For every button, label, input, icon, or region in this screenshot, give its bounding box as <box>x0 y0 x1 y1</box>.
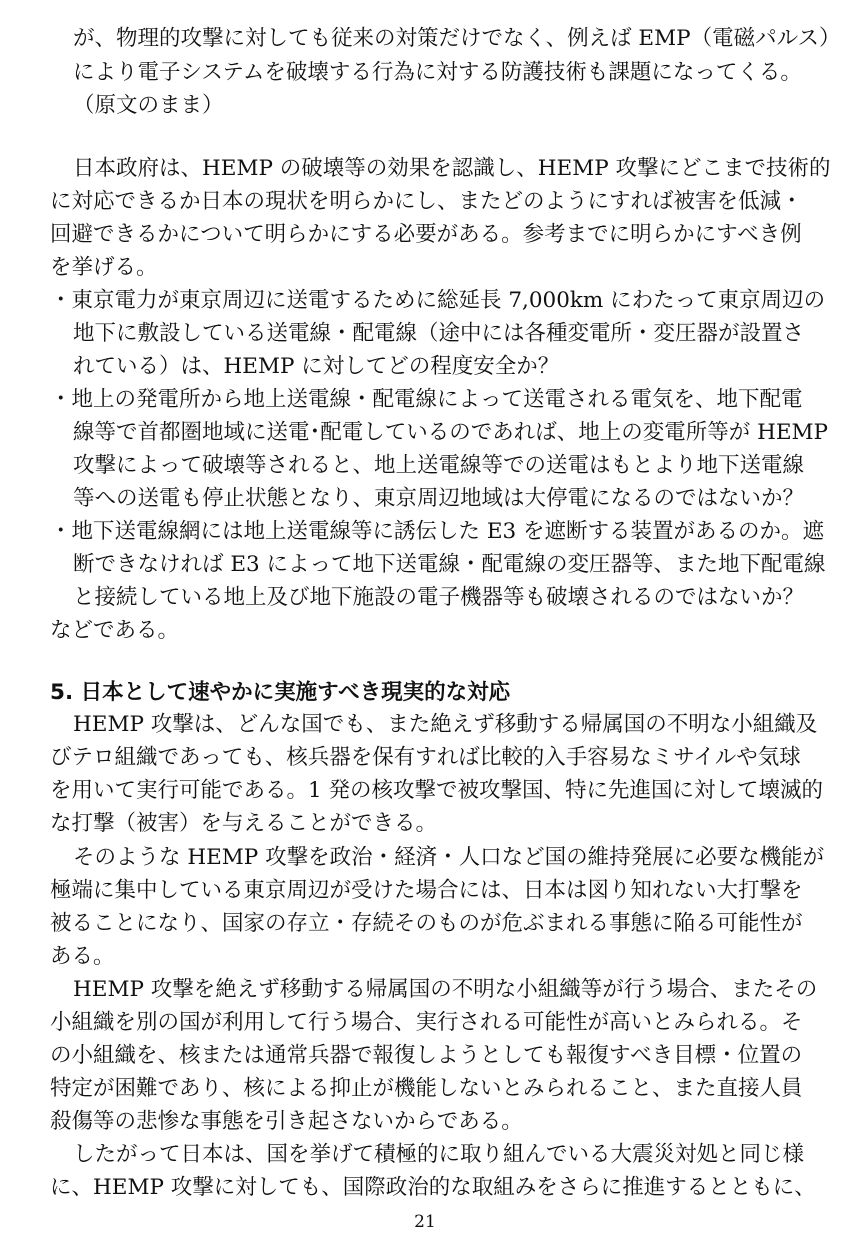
text-line: HEMP 攻撃は、どんな国でも、また絶えず移動する帰属国の不明な小組織及 <box>73 712 818 737</box>
text-line: 地下に敷設している送電線・配電線（途中には各種変電所・変圧器が設置さ <box>73 321 805 346</box>
text-line: 殺傷等の悲惨な事態を引き起さないからである。 <box>50 1109 523 1134</box>
text-line: れている）は、HEMP に対してどの程度安全か？ <box>73 354 560 379</box>
text-line: 小組織を別の国が利用して行う場合、実行される可能性が高いとみられる。そ <box>50 1010 803 1035</box>
text-line: （原文のまま） <box>73 93 224 118</box>
text-line: びテロ組織であっても、核兵器を保有すれば比較的入手容易なミサイルや気球 <box>50 745 801 770</box>
text-line: HEMP 攻撃を絶えず移動する帰属国の不明な小組織等が行う場合、またその <box>73 977 818 1002</box>
text-line: を用いて実行可能である。1 発の核攻撃で被攻撃国、特に先進国に対して壊滅的 <box>50 778 824 803</box>
text-line: の小組織を、核または通常兵器で報復しようとしても報復すべき目標・位置の <box>50 1043 803 1068</box>
section-heading: 5. 日本として速やかに実施すべき現実的な対応 <box>50 680 511 705</box>
text-line: 断できなければ E3 によって地下送電線・配電線の変圧器等、また地下配電線 <box>73 552 826 577</box>
text-line: が、物理的攻撃に対しても従来の対策だけでなく、例えば EMP（電磁パルス） <box>73 26 841 51</box>
text-line: に、HEMP 攻撃に対しても、国際政治的な取組みをさらに推進するとともに、 <box>50 1175 816 1200</box>
text-line: ・地上の発電所から地上送電線・配電線によって送電される電気を、地下配電 <box>50 387 803 412</box>
text-line: 線等で首都圏地域に送電･配電しているのであれば、地上の変電所等が HEMP <box>73 420 829 445</box>
text-line: 極端に集中している東京周辺が受けた場合には、日本は図り知れない大打撃を <box>50 878 803 903</box>
text-line: 攻撃によって破壊等されると、地上送電線等での送電はもとより地下送電線 <box>73 453 805 478</box>
text-line: 被ることになり、国家の存立・存続そのものが危ぶまれる事態に陥る可能性が <box>50 911 803 936</box>
text-line: と接続している地上及び地下施設の電子機器等も破壊されるのではないか？ <box>73 585 805 610</box>
text-line: そのような HEMP 攻撃を政治・経済・人口など国の維持発展に必要な機能が <box>73 845 825 870</box>
text-line: に対応できるか日本の現状を明らかにし、またどのようにすれば被害を低減・ <box>50 189 803 214</box>
text-line: したがって日本は、国を挙げて積極的に取り組んでいる大震災対処と同じ様 <box>73 1142 805 1167</box>
page-number: 21 <box>414 1212 436 1232</box>
text-line: ・東京電力が東京周辺に送電するために総延長 7,000km にわたって東京周辺の <box>50 288 826 313</box>
text-line: を挙げる。 <box>50 255 158 280</box>
closing-line: などである。 <box>50 618 180 643</box>
text-line: により電子システムを破壊する行為に対する防護技術も課題になってくる。 <box>73 60 802 85</box>
text-line: 等への送電も停止状態となり、東京周辺地域は大停電になるのではないか？ <box>73 486 805 511</box>
text-line: 回避できるかについて明らかにする必要がある。参考までに明らかにすべき例 <box>50 222 802 247</box>
text-line: ・地下送電線網には地上送電線等に誘伝した E3 を遮断する装置があるのか。遮 <box>50 519 825 544</box>
text-line: な打撃（被害）を与えることができる。 <box>50 811 438 836</box>
text-line: 特定が困難であり、核による抑止が機能しないとみられること、また直接人員 <box>50 1076 803 1101</box>
text-line: ある。 <box>50 944 115 969</box>
text-line: 日本政府は、HEMP の破壊等の効果を認識し、HEMP 攻撃にどこまで技術的 <box>73 156 831 181</box>
